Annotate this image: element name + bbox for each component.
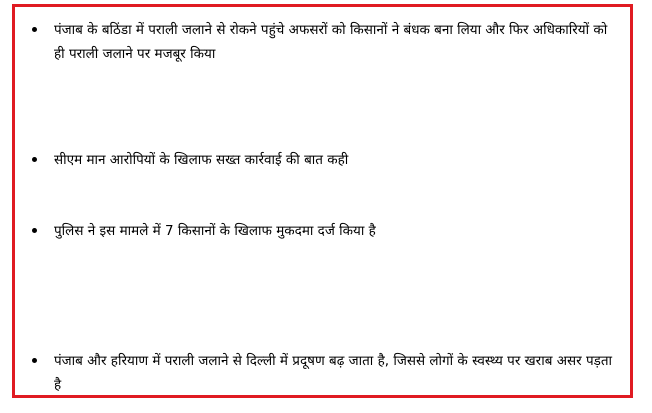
- bullet-text: पुलिस ने इस मामले में 7 किसानों के खिलाफ मुकदमा दर्ज किया है: [54, 223, 376, 239]
- bullet-list: [15, 7, 630, 395]
- bullet-text: पंजाब के बठिंडा में पराली जलाने से रोकने पहुंचे अफसरों को किसानों ने बंधक बना लिया और फिर अधिकारियों को ही पराली जलाने पर मजबूर किया: [54, 22, 608, 62]
- list-item: [15, 219, 630, 243]
- bullet-point-icon: [32, 27, 37, 32]
- content-frame: [12, 4, 633, 398]
- list-item: [15, 349, 630, 397]
- bullet-text: पंजाब और हरियाण में पराली जलाने से दिल्ली में प्रदूषण बढ़ जाता है, जिससे लोगों के स्वस्थ्य पर खराब असर पड़ता है: [54, 353, 613, 393]
- bullet-point-icon: [32, 358, 37, 363]
- bullet-point-icon: [32, 228, 37, 233]
- bullet-text: सीएम मान आरोपियों के खिलाफ सख्त कार्रवाई की बात कही: [54, 152, 349, 168]
- list-item: [15, 148, 630, 172]
- bullet-point-icon: [32, 157, 37, 162]
- list-item: [15, 18, 630, 66]
